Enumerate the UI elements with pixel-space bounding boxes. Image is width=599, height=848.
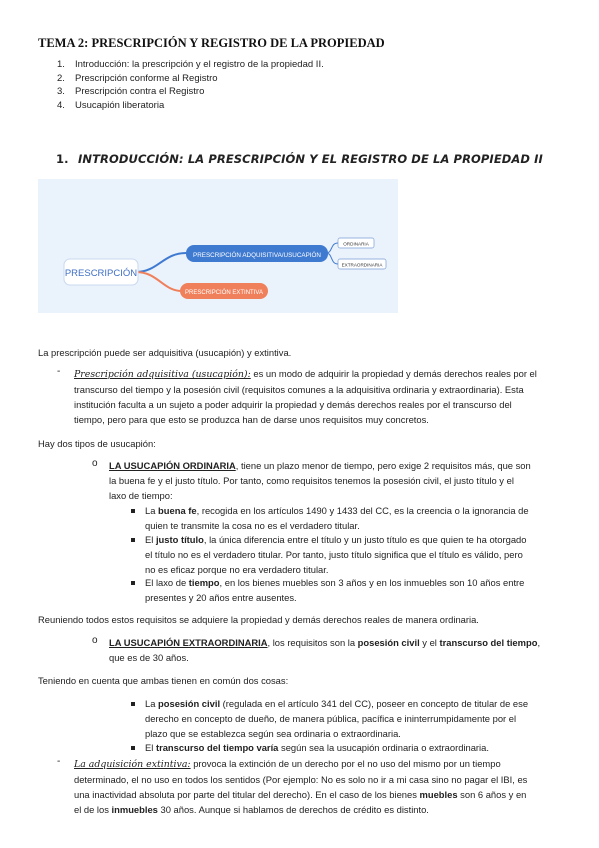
toc-item: 3. Prescripción contra el Registro (57, 86, 205, 98)
list-item-posesion-civil: La posesión civil (regulada en el artículo 341 del CC), poseer en concepto de titular de ese derecho en concepto de dueño, de manera pública, pacífica e ininterrumpidamente por el plazo que se establezca según sea ordinaria o extraordinaria. (145, 698, 529, 739)
definition-adquisitiva: Prescripción adquisitiva (usucapión): es un modo de adquirir la propiedad y demás derechos reales por el transcurso del tiempo y la posesión civil (requisitos comunes a la adquisitiva ordinaria y extraordinaria). Esta institución faculta a un sujeto a poder adquirir la propiedad y demás derechos reales por el transcurso del tiempo, pero para que esto se produzca han de darse unos requisitos muy concretos. (74, 368, 537, 425)
connector-adq (136, 253, 186, 272)
square-bullet-icon (131, 581, 135, 585)
paragraph: Hay dos tipos de usucapión: (38, 438, 156, 449)
connector-ext (136, 272, 182, 291)
circle-bullet-icon: o (92, 458, 98, 469)
square-bullet-icon (131, 702, 135, 706)
toc-item: 1. Introducción: la prescripción y el registro de la propiedad II. (57, 59, 324, 70)
list-item-tiempo: El laxo de tiempo, en los bienes muebles son 3 años y en los inmuebles son 10 años entre presentes y 20 años entre ausentes. (145, 577, 525, 603)
mindmap-diagram (38, 179, 398, 313)
list-item-transcurso: El transcurso del tiempo varía según sea la usucapión ordinaria o extraordinaria. (145, 742, 489, 753)
dash-bullet-icon: - (57, 366, 61, 377)
node-extintiva-label: PRESCRIPCIÓN EXTINTIVA (185, 290, 263, 296)
leaf-extraordinaria-label: EXTRAORDINARIA (341, 262, 383, 268)
paragraph: La prescripción puede ser adquisitiva (usucapión) y extintiva. (38, 347, 292, 358)
list-item-justo-titulo: El justo título, la única diferencia entre el título y un justo título es que quien te ha otorgado el título no es el verdadero titular. Por tanto, justo título significa que el título es válido, pero no es eficaz porque no era verdadero titular. (145, 534, 527, 575)
mindmap-svg (38, 179, 398, 313)
paragraph: Teniendo en cuenta que ambas tienen en común dos cosas: (38, 675, 289, 686)
toc-item: 2. Prescripción conforme al Registro (57, 72, 218, 84)
dash-bullet-icon: - (57, 756, 61, 767)
document-title: TEMA 2: PRESCRIPCIÓN Y REGISTRO DE LA PROPIEDAD (38, 36, 385, 50)
toc-item: 4. Usucapión liberatoria (57, 99, 165, 111)
paragraph: Reuniendo todos estos requisitos se adquiere la propiedad y demás derechos reales de manera ordinaria. (38, 614, 479, 625)
circle-bullet-icon: o (92, 635, 98, 646)
leaf-ordinaria-label: ORDINARIA (343, 241, 369, 247)
list-item-buena-fe: La buena fe, recogida en los artículos 1490 y 1433 del CC, es la creencia o la ignorancia de quien te transmite la cosa no es el verdadero titular. (145, 505, 529, 531)
square-bullet-icon (131, 746, 135, 750)
list-item-ordinaria: LA USUCAPIÓN ORDINARIA, tiene un plazo menor de tiempo, pero exige 2 requisitos más, que son la buena fe y el justo título. Por tanto, como requisitos tenemos la posesión civil, el justo título y el laxo de tiempo: (109, 460, 531, 501)
section-heading: 1. INTRODUCCIÓN: LA PRESCRIPCIÓN Y EL REGISTRO DE LA PROPIEDAD II (56, 152, 543, 166)
root-label: PRESCRIPCIÓN (64, 268, 138, 279)
list-item-extraordinaria: LA USUCAPIÓN EXTRAORDINARIA, los requisitos son la posesión civil y el transcurso del tiempo, que es de 30 años. (109, 637, 541, 663)
definition-extintiva: La adquisición extintiva: provoca la extinción de un derecho por el no uso del mismo por un tiempo determinado, el no uso en todos los sentidos (Por ejemplo: No es solo no ir a mi casa sino no pagar el IBI, es una inactividad absoluta por parte del titular del derecho). En el caso de los bienes muebles son 6 años y en el de los inmuebles 30 años. Aunque si hablamos de derechos de crédito es distinto. (74, 758, 528, 815)
square-bullet-icon (131, 538, 135, 542)
table-of-contents (57, 58, 324, 112)
node-adquisitiva-label: PRESCRIPCIÓN ADQUISITIVA/USUCAPIÓN (193, 252, 321, 259)
square-bullet-icon (131, 509, 135, 513)
